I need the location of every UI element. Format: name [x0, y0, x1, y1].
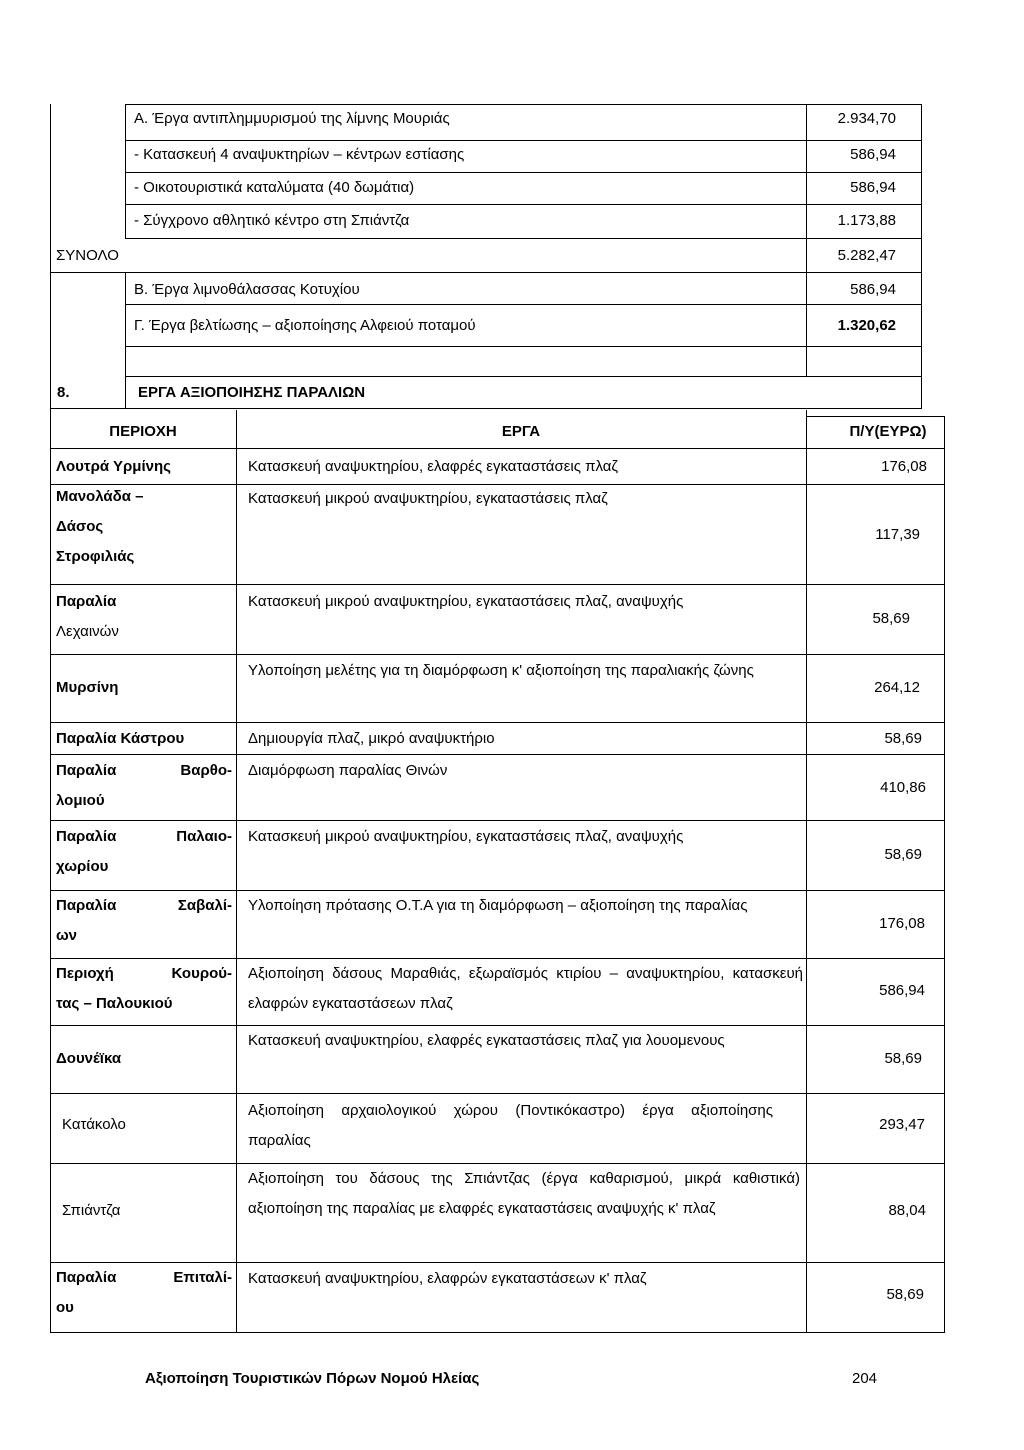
- total-value: 5.282,47: [837, 247, 896, 264]
- top-row-value: 2.934,70: [837, 110, 896, 127]
- region-cell: Δουνέϊκα: [56, 1050, 122, 1067]
- section-number: 8.: [57, 384, 70, 401]
- top-row-value: 586,94: [850, 179, 896, 196]
- region-cell: Παραλία Σαβαλί- ων: [56, 897, 232, 944]
- value-cell: 410,86: [880, 779, 926, 796]
- value-cell: 88,04: [888, 1202, 926, 1219]
- top-row-value: 1.320,62: [837, 317, 896, 334]
- value-cell: 586,94: [879, 982, 925, 999]
- works-cell: Κατασκευή αναψυκτηρίου, ελαφρών εγκαταστάσεων κ' πλαζ: [248, 1270, 647, 1287]
- header-cost: Π/Υ(ΕΥΡΩ): [849, 423, 927, 440]
- works-cell: Κατασκευή μικρού αναψυκτηρίου, εγκαταστάσεις πλαζ, αναψυχής: [248, 593, 684, 610]
- value-cell: 176,08: [881, 458, 927, 475]
- top-row-label: Α. Έργα αντιπλημμυρισμού της λίμνης Μουριάς: [134, 110, 450, 127]
- region-cell: Μανολάδα – Δάσος Στροφιλιάς: [56, 488, 144, 565]
- works-cell: Διαμόρφωση παραλίας Θινών: [248, 762, 448, 779]
- region-cell: Παραλία Βαρθο- λομιού: [56, 762, 232, 809]
- top-row-label: Γ. Έργα βελτίωσης – αξιοποίησης Αλφειού ποταμού: [134, 317, 476, 334]
- top-row-label: Β. Έργα λιμνοθάλασσας Κοτυχίου: [134, 281, 360, 298]
- works-cell: Κατασκευή μικρού αναψυκτηρίου, εγκαταστάσεις πλαζ, αναψυχής: [248, 828, 684, 845]
- region-cell: Περιοχή Κουρού- τας – Παλουκιού: [56, 965, 232, 1012]
- value-cell: 176,08: [879, 915, 925, 932]
- works-cell: Υλοποίηση μελέτης για τη διαμόρφωση κ' αξιοποίηση της παραλιακής ζώνης: [248, 662, 754, 679]
- value-cell: 117,39: [875, 526, 920, 543]
- header-works: ΕΡΓΑ: [501, 423, 541, 440]
- value-cell: 58,69: [884, 1050, 922, 1067]
- works-cell: Κατασκευή μικρού αναψυκτηρίου, εγκαταστάσεις πλαζ: [248, 490, 608, 507]
- top-row-value: 586,94: [850, 146, 896, 163]
- works-cell: Αξιοποίηση αρχαιολογικού χώρου (Ποντικόκαστρο) έργα αξιοποίησης παραλίας: [248, 1102, 773, 1149]
- region-cell: Λουτρά Υρμίνης: [56, 458, 171, 475]
- page-number: 204: [852, 1370, 878, 1387]
- works-cell: Αξιοποίηση δάσους Μαραθιάς, εξωραϊσμός κτιρίου – αναψυκτηρίου, κατασκευή ελαφρών εγκαταστάσεων πλαζ: [248, 965, 803, 1012]
- value-cell: 264,12: [874, 679, 920, 696]
- region-cell: Παραλία Επιταλί- ου: [56, 1269, 232, 1316]
- value-cell: 58,69: [884, 846, 922, 863]
- top-row-label: - Σύγχρονο αθλητικό κέντρο στη Σπιάντζα: [134, 212, 410, 229]
- top-row-value: 586,94: [850, 281, 896, 298]
- value-cell: 58,69: [884, 730, 922, 747]
- region-cell: Παραλία Παλαιο- χωρίου: [56, 828, 232, 875]
- works-cell: Δημιουργία πλαζ, μικρό αναψυκτήριο: [248, 730, 495, 747]
- works-cell: Υλοποίηση πρότασης Ο.Τ.Α για τη διαμόρφωση – αξιοποίηση της παραλίας: [248, 897, 748, 914]
- value-cell: 293,47: [879, 1116, 925, 1133]
- footer-title: Αξιοποίηση Τουριστικών Πόρων Νομού Ηλείας: [145, 1370, 480, 1387]
- value-cell: 58,69: [872, 610, 910, 627]
- top-row-label: - Οικοτουριστικά καταλύματα (40 δωμάτια): [134, 179, 415, 196]
- header-region: ΠΕΡΙΟΧΗ: [109, 423, 177, 440]
- works-cell: Κατασκευή αναψυκτηρίου, ελαφρές εγκαταστάσεις πλαζ για λουομενους: [248, 1032, 725, 1049]
- region-cell: Κατάκολο: [62, 1116, 126, 1133]
- region-cell: Παραλία Κάστρου: [56, 730, 185, 747]
- section-title: ΕΡΓΑ ΑΞΙΟΠΟΙΗΣΗΣ ΠΑΡΑΛΙΩΝ: [138, 384, 366, 401]
- value-cell: 58,69: [886, 1286, 924, 1303]
- works-cell: Αξιοποίηση του δάσους της Σπιάντζας (έργα καθαρισμού, μικρά καθιστικά) αξιοποίηση της παραλίας με ελαφρές εγκαταστάσεις αναψυχής κ' πλαζ: [248, 1170, 800, 1217]
- region-cell: Μυρσίνη: [56, 679, 119, 696]
- region-cell: Σπιάντζα: [62, 1202, 121, 1219]
- top-row-label: - Κατασκευή 4 αναψυκτηρίων – κέντρων εστίασης: [134, 146, 465, 163]
- works-cell: Κατασκευή αναψυκτηρίου, ελαφρές εγκαταστάσεις πλαζ: [248, 458, 619, 475]
- top-row-value: 1.173,88: [837, 212, 896, 229]
- total-label: ΣΥΝΟΛΟ: [56, 247, 119, 264]
- region-cell: Παραλία Λεχαινών: [56, 593, 119, 640]
